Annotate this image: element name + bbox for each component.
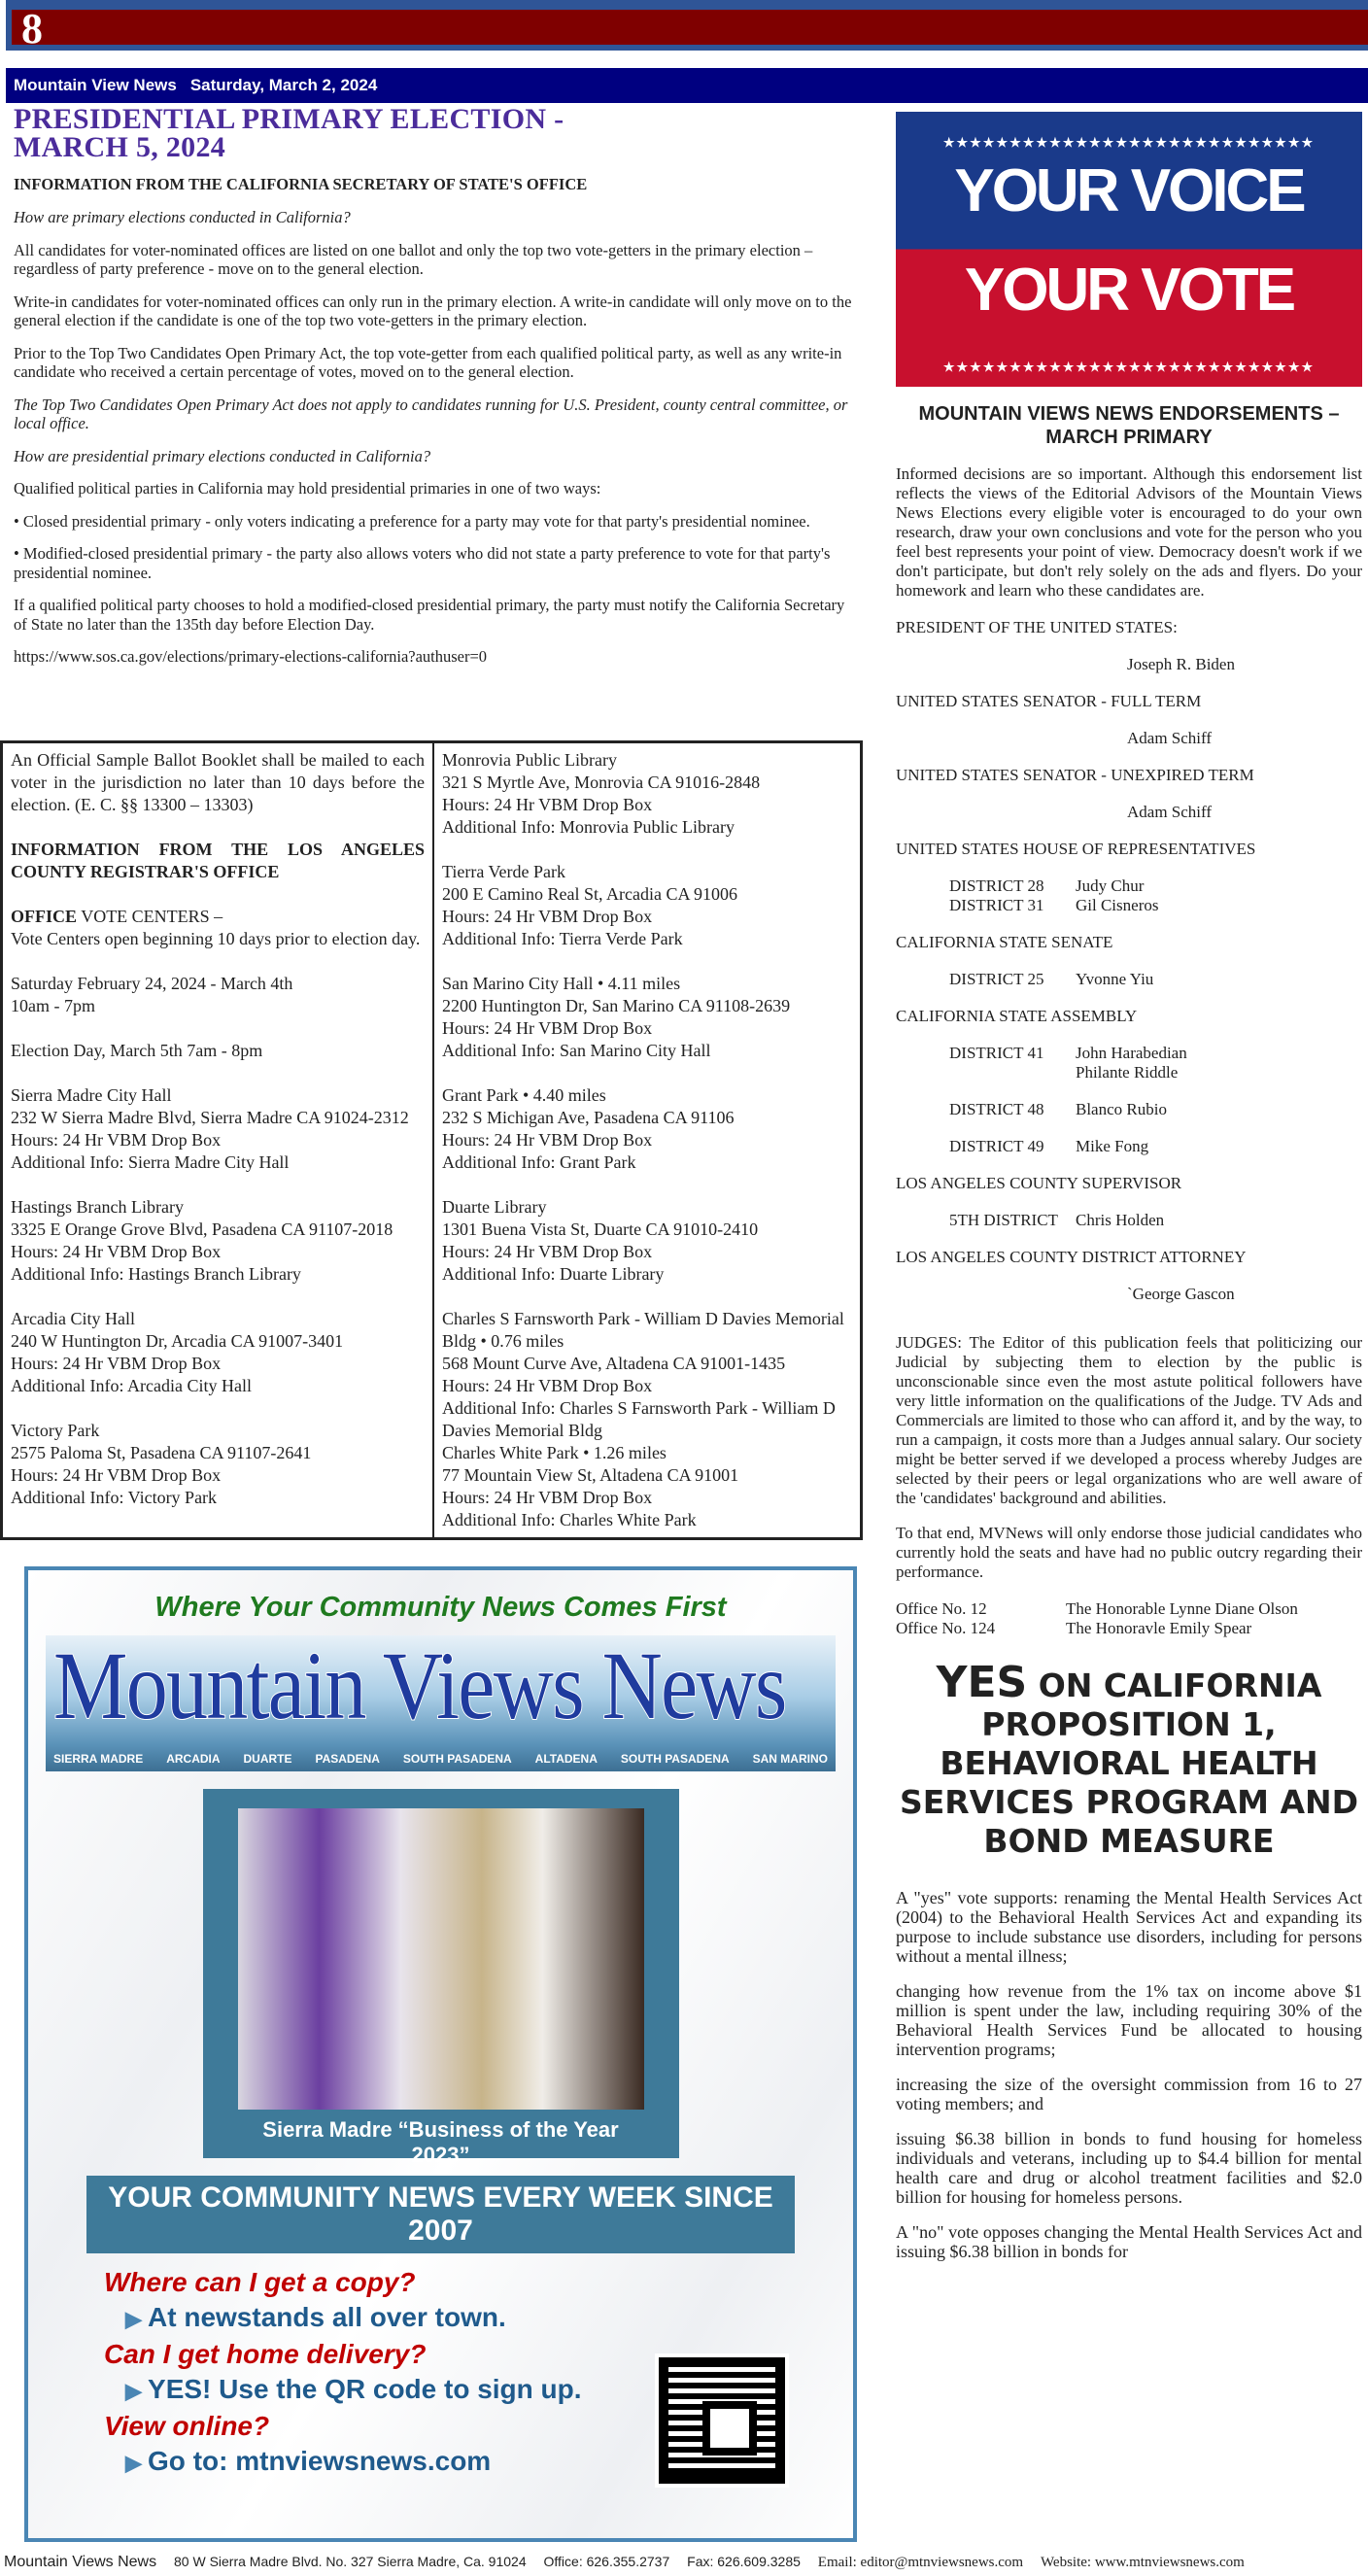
your-voice-your-vote-banner: [896, 112, 1362, 387]
masthead-logo: [46, 1635, 836, 1771]
photo-caption: Sierra Madre “Business of the Year 2023”: [262, 2117, 619, 2167]
footer-email[interactable]: Email: editor@mtnviewsnews.com: [817, 2555, 1024, 2570]
early-hours: 10am - 7pm: [11, 996, 95, 1015]
location-name: Victory Park: [11, 1421, 100, 1440]
location-info: Additional Info: Hastings Branch Library: [11, 1264, 301, 1284]
vote-location: [442, 973, 852, 1062]
location-info: Additional Info: Duarte Library: [442, 1264, 665, 1284]
footer-office-phone: Office: 626.355.2737: [543, 2554, 670, 2569]
location-addr: 3325 E Orange Grove Blvd, Pasadena CA 91107-2018: [11, 1219, 393, 1239]
ad-question: Where can I get a copy?: [104, 2267, 416, 2297]
location-hours: Hours: 24 Hr VBM Drop Box: [442, 1488, 653, 1507]
candidate-name: `George Gascon: [1127, 1285, 1235, 1303]
yes-word: YES: [936, 1658, 1028, 1707]
issue-header: [6, 68, 1368, 103]
city-label: SOUTH PASADENA: [402, 1752, 512, 1766]
office-heading: UNITED STATES SENATOR - UNEXPIRED TERM: [896, 766, 1254, 784]
office-heading: LOS ANGELES COUNTY SUPERVISOR: [896, 1174, 1182, 1192]
judge-name: The Honorable Lynne Diane Olson: [1066, 1599, 1298, 1618]
prop1-paragraph: A "no" vote opposes changing the Mental Health Services Act and issuing $6.38 billion in bonds for: [896, 2222, 1362, 2261]
issue-date: Saturday, March 2, 2024: [189, 76, 378, 94]
website-link[interactable]: ▶ Go to: mtnviewsnews.com: [125, 2444, 853, 2481]
vote-location: [442, 1308, 852, 1442]
endorsements-column: [896, 112, 1362, 2261]
judge-name: The Honoravle Emily Spear: [1066, 1619, 1252, 1637]
city-label: SOUTH PASADENA: [620, 1752, 730, 1766]
city-label: ARCADIA: [166, 1752, 221, 1766]
district-row: [896, 1211, 1362, 1230]
location-name: Arcadia City Hall: [11, 1309, 135, 1328]
candidate-name: Blanco Rubio: [1076, 1100, 1167, 1118]
paragraph: Qualified political parties in California may hold presidential primaries in one of two ways:: [14, 479, 601, 498]
location-name: Charles S Farnsworth Park - William D Davies Memorial Bldg • 0.76 miles: [442, 1309, 844, 1351]
district-row: [896, 1044, 1362, 1082]
page-number-bar: [6, 0, 1368, 51]
page-footer: [0, 2554, 1368, 2571]
vote-center-column: [3, 743, 434, 1537]
prop1-paragraph: issuing $6.38 billion in bonds to fund housing for homeless individuals and veterans, including up to $4.4 billion for mental health care and drug or alcohol treatment facilities and $2.0 billion for housing for homeless persons.: [896, 2129, 1362, 2207]
candidate-name: Yvonne Yiu: [1076, 970, 1154, 988]
paragraph: Write-in candidates for voter-nominated offices can only run in the primary election. A write-in candidate will only move on to the general election if the candidate is one of the top two vote-getters in the primary election.: [14, 292, 852, 329]
candidate-names: [1076, 1044, 1362, 1082]
location-name: Tierra Verde Park: [442, 862, 565, 881]
office-label: OFFICE: [11, 907, 78, 926]
city-label: ALTADENA: [534, 1752, 598, 1766]
early-dates: Saturday February 24, 2024 - March 4th: [11, 974, 293, 993]
prop1-paragraph: changing how revenue from the 1% tax on income above $1 million is spent under the law, including requiring 30% of the Behavioral Health Services Fund be allocated to housing intervention programs;: [896, 1981, 1362, 2059]
location-hours: Hours: 24 Hr VBM Drop Box: [442, 1130, 653, 1150]
election-day-hours: Election Day, March 5th 7am - 8pm: [11, 1041, 263, 1060]
paragraph: All candidates for voter-nominated offices are listed on one ballot and only the top two vote-getters in the primary election – regardless of party preference - move on to the general election.: [14, 240, 813, 278]
city-list: [53, 1751, 828, 1767]
location-addr: 2200 Huntington Dr, San Marino CA 91108-2639: [442, 996, 791, 1015]
location-hours: Hours: 24 Hr VBM Drop Box: [11, 1130, 222, 1150]
ad-answer: ▶ At newstands all over town.: [125, 2300, 853, 2337]
question: How are primary elections conducted in California?: [14, 208, 351, 226]
location-addr: 200 E Camino Real St, Arcadia CA 91006: [442, 884, 737, 904]
article-subhead: INFORMATION FROM THE CALIFORNIA SECRETARY OF STATE'S OFFICE: [14, 175, 588, 193]
ad-tagline: Where Your Community News Comes First: [154, 1592, 727, 1623]
location-name: Charles White Park • 1.26 miles: [442, 1443, 667, 1462]
registrar-heading: INFORMATION FROM THE LOS ANGELES COUNTY REGISTRAR'S OFFICE: [11, 840, 425, 881]
location-info: Additional Info: Arcadia City Hall: [11, 1376, 252, 1395]
vote-location: [442, 1196, 852, 1286]
district: DISTRICT 28: [949, 876, 1044, 895]
location-info: Additional Info: San Marino City Hall: [442, 1041, 711, 1060]
judge-row: [896, 1619, 1362, 1638]
ballot-intro: An Official Sample Ballot Booklet shall be mailed to each voter in the jurisdiction no later than 10 days before the election. (E. C. §§ 13300 – 13303): [11, 750, 425, 814]
paper-name: Mountain View News: [14, 76, 177, 94]
page-number: 8: [21, 5, 43, 52]
ad-answer: ▶ YES! Use the QR code to sign up.: [125, 2372, 853, 2409]
location-info: Additional Info: Sierra Madre City Hall: [11, 1152, 290, 1172]
district-row: [896, 970, 1362, 989]
location-name: Duarte Library: [442, 1197, 547, 1217]
ad-question: View online?: [104, 2411, 270, 2441]
banner-line: YOUR VOTE: [964, 257, 1294, 324]
vote-centers-heading: [11, 906, 425, 928]
award-photo: [203, 1789, 679, 2167]
vote-location: [442, 749, 852, 839]
city-label: SIERRA MADRE: [53, 1752, 144, 1766]
ad-question: Can I get home delivery?: [104, 2339, 427, 2369]
article-headline: [14, 105, 859, 161]
district: DISTRICT 25: [949, 970, 1044, 988]
paragraph: Prior to the Top Two Candidates Open Primary Act, the top vote-getter from each qualified political party, as well as any write-in candidate who received a certain percentage of votes, moved on to the general election.: [14, 343, 842, 381]
candidate-name: Philante Riddle: [1076, 1063, 1179, 1082]
location-addr: 240 W Huntington Dr, Arcadia CA 91007-3401: [11, 1331, 344, 1351]
stars-icon: ★★★★★★★★★★★★★★★★★★★★★★★★★★★★: [942, 135, 1316, 150]
location-name: Hastings Branch Library: [11, 1197, 184, 1217]
district: DISTRICT 31: [949, 896, 1044, 914]
vote-location: [11, 1084, 425, 1174]
endorsements-heading: MOUNTAIN VIEWS NEWS ENDORSEMENTS – MARCH PRIMARY: [918, 403, 1340, 448]
candidate-name: Judy Chur: [1076, 876, 1145, 895]
vote-center-column: [434, 743, 860, 1537]
location-hours: Hours: 24 Hr VBM Drop Box: [442, 907, 653, 926]
city-label: SAN MARINO: [752, 1752, 828, 1766]
district: DISTRICT 48: [949, 1100, 1044, 1118]
city-label: PASADENA: [315, 1752, 380, 1766]
location-hours: Hours: 24 Hr VBM Drop Box: [442, 795, 653, 814]
location-name: Monrovia Public Library: [442, 750, 617, 770]
location-hours: Hours: 24 Hr VBM Drop Box: [442, 1376, 653, 1395]
district-row: [896, 1137, 1362, 1156]
office-number: Office No. 124: [896, 1619, 996, 1637]
location-addr: 1301 Buena Vista St, Duarte CA 91010-2410: [442, 1219, 759, 1239]
location-info: Additional Info: Monrovia Public Library: [442, 817, 735, 837]
office-heading: UNITED STATES SENATOR - FULL TERM: [896, 692, 1202, 710]
vote-location: [11, 1196, 425, 1286]
office-heading: UNITED STATES HOUSE OF REPRESENTATIVES: [896, 840, 1256, 858]
vote-centers-label: VOTE CENTERS –: [77, 907, 223, 926]
office-heading: CALIFORNIA STATE SENATE: [896, 933, 1113, 951]
location-hours: Hours: 24 Hr VBM Drop Box: [11, 1242, 222, 1261]
location-addr: 321 S Myrtle Ave, Monrovia CA 91016-2848: [442, 773, 761, 792]
vote-location: [442, 861, 852, 950]
judge-row: [896, 1599, 1362, 1619]
election-article: [14, 105, 859, 667]
location-hours: Hours: 24 Hr VBM Drop Box: [11, 1465, 222, 1485]
location-info: Additional Info: Grant Park: [442, 1152, 636, 1172]
bullet-item: • Closed presidential primary - only voters indicating a preference for a party may vote for that party's presidential nominee.: [14, 511, 810, 531]
stars-icon: ★★★★★★★★★★★★★★★★★★★★★★★★★★★★: [942, 360, 1316, 374]
location-addr: 232 W Sierra Madre Blvd, Sierra Madre CA 91024-2312: [11, 1108, 409, 1127]
paragraph: If a qualified political party chooses to hold a modified-closed presidential primary, the party must notify the California Secretary of State no later than the 135th day before Election Day.: [14, 596, 845, 634]
paragraph: The Top Two Candidates Open Primary Act does not apply to candidates running for U.S. President, county central committee, or local office.: [14, 395, 848, 432]
footer-paper-name: Mountain Views News: [4, 2554, 157, 2570]
candidate-name: Mike Fong: [1076, 1137, 1149, 1155]
location-name: Sierra Madre City Hall: [11, 1085, 172, 1105]
footer-address: 80 W Sierra Madre Blvd. No. 327 Sierra Madre, Ca. 91024: [174, 2554, 527, 2569]
candidate-name: Gil Cisneros: [1076, 896, 1159, 914]
banner-line: YOUR VOICE: [954, 157, 1304, 224]
district: DISTRICT 41: [949, 1044, 1044, 1062]
judges-paragraph: To that end, MVNews will only endorse those judicial candidates who currently hold the seats and have had no public outcry regarding their performance.: [896, 1524, 1362, 1581]
endorsements-intro: Informed decisions are so important. Although this endorsement list reflects the views of the Editorial Advisors of the Mountain Views News Elections every eligible voter is encouraged to do your own research, draw your own conclusions and vote for the person who you feel best represents your point of view. Democracy doesn't work if we don't participate, but don't rely solely on the ads and flyers. Do your homework and learn who these candidates are.: [896, 464, 1362, 600]
vote-center-box: [0, 740, 863, 1540]
district-row: [896, 876, 1362, 896]
prop1-paragraph: A "yes" vote supports: renaming the Mental Health Services Act (2004) to the Behavioral Health Services Act and expanding its purpose to include substance use disorders, including for persons without a mental illness;: [896, 1888, 1362, 1966]
masthead-title: Mountain Views News: [53, 1635, 786, 1739]
since-2007-banner: YOUR COMMUNITY NEWS EVERY WEEK SINCE 2007: [86, 2176, 795, 2253]
location-info: Additional Info: Victory Park: [11, 1488, 218, 1507]
location-name: San Marino City Hall • 4.11 miles: [442, 974, 681, 993]
prop1-heading: [896, 1658, 1362, 1861]
office-heading: LOS ANGELES COUNTY DISTRICT ATTORNEY: [896, 1248, 1247, 1266]
qr-code-icon[interactable]: [659, 2357, 785, 2484]
office-number: Office No. 12: [896, 1599, 987, 1618]
location-addr: 77 Mountain View St, Altadena CA 91001: [442, 1465, 739, 1485]
location-addr: 232 S Michigan Ave, Pasadena CA 91106: [442, 1108, 735, 1127]
headline-line: PRESIDENTIAL PRIMARY ELECTION -: [14, 103, 564, 135]
candidate-name: Adam Schiff: [1127, 803, 1213, 821]
photo-image: [238, 1808, 644, 2110]
bullet-item: • Modified-closed presidential primary - the party also allows voters who did not state a party preference to vote for that party's presidential nominee.: [14, 544, 831, 582]
district: DISTRICT 49: [949, 1137, 1044, 1155]
location-name: Grant Park • 4.40 miles: [442, 1085, 606, 1105]
vote-centers-text: Vote Centers open beginning 10 days prior to election day.: [11, 929, 421, 948]
candidate-name: Chris Holden: [1076, 1211, 1165, 1229]
location-info: Additional Info: Tierra Verde Park: [442, 929, 683, 948]
judges-paragraph: JUDGES: The Editor of this publication feels that politicizing our Judicial by subjecting them to election by the public is unconscionable since even the most astute political followers have very little information on the qualifications of the Judge. TV Ads and Commercials are limited to those who can afford it, and by the way, to run a campaign, it costs more than a Judges annual salary. Our society might be better served if we developed a process whereby Judges are selected by their peers or legal organizations who are well aware of the 'candidates' background and abilities.: [896, 1333, 1362, 1507]
candidate-name: John Harabedian: [1076, 1044, 1187, 1062]
district-row: [896, 1100, 1362, 1119]
candidate-name: Adam Schiff: [1127, 729, 1213, 747]
location-info: Additional Info: Charles White Park: [442, 1510, 697, 1529]
headline-line: MARCH 5, 2024: [14, 131, 226, 163]
location-hours: Hours: 24 Hr VBM Drop Box: [442, 1018, 653, 1038]
district-row: [896, 896, 1362, 915]
source-link[interactable]: https://www.sos.ca.gov/elections/primary-elections-california?authuser=0: [14, 647, 488, 666]
city-label: DUARTE: [243, 1752, 292, 1766]
office-heading: PRESIDENT OF THE UNITED STATES:: [896, 618, 1178, 636]
vote-location: [11, 1420, 425, 1509]
vote-location: [11, 1308, 425, 1397]
footer-website[interactable]: Website: www.mtnviewsnews.com: [1040, 2555, 1245, 2570]
question: How are presidential primary elections conducted in California?: [14, 446, 431, 465]
vote-location: [442, 1442, 852, 1531]
candidate-name: Joseph R. Biden: [1127, 655, 1235, 673]
vote-location: [442, 1084, 852, 1174]
office-heading: CALIFORNIA STATE ASSEMBLY: [896, 1007, 1138, 1025]
location-hours: Hours: 24 Hr VBM Drop Box: [442, 1242, 653, 1261]
district: 5TH DISTRICT: [949, 1211, 1058, 1229]
prop1-paragraph: increasing the size of the oversight commission from 16 to 27 voting members; and: [896, 2075, 1362, 2113]
location-hours: Hours: 24 Hr VBM Drop Box: [11, 1354, 222, 1373]
location-addr: 2575 Paloma St, Pasadena CA 91107-2641: [11, 1443, 312, 1462]
mountain-views-news-ad: [24, 1566, 857, 2542]
location-addr: 568 Mount Curve Ave, Altadena CA 91001-1435: [442, 1354, 786, 1373]
location-info: Additional Info: Charles S Farnsworth Park - William D Davies Memorial Bldg: [442, 1398, 836, 1440]
footer-fax: Fax: 626.609.3285: [687, 2554, 801, 2569]
prop1-title: ON CALIFORNIA PROPOSITION 1, BEHAVIORAL HEALTH SERVICES PROGRAM AND BOND MEASURE: [899, 1666, 1359, 1860]
